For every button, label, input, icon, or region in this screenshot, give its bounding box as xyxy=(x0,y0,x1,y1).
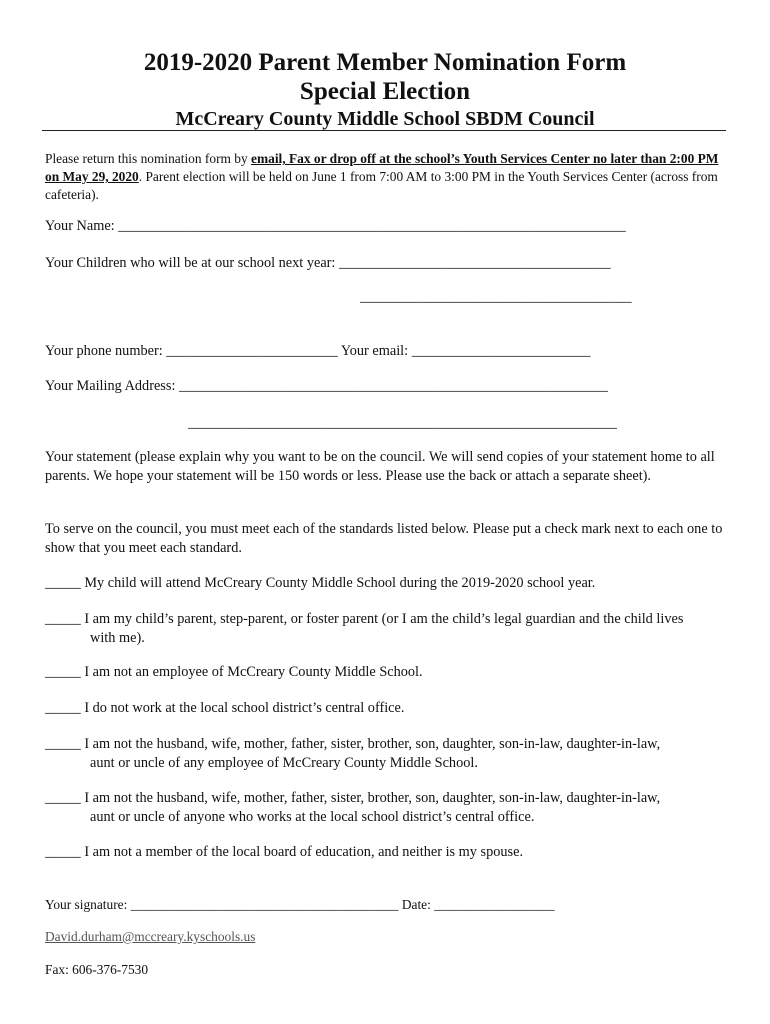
standard-text: _____ I am my child’s parent, step-parent, or foster parent (or I am the child’s legal guardian and the child lives xyxy=(45,611,684,627)
name-field[interactable]: Your Name: _______________________________________________________________________ xyxy=(45,218,626,234)
standard-item[interactable] xyxy=(45,699,735,718)
standard-text: _____ I am not an employee of McCreary County Middle School. xyxy=(45,664,423,680)
statement-instructions: Your statement (please explain why you want to be on the council. We will send copies of your statement home to all parents. We hope your statement will be 150 words or less. Please use the back or attach a separate sheet). xyxy=(45,449,715,484)
return-instructions xyxy=(45,150,735,204)
fax-number: Fax: 606-376-7530 xyxy=(45,962,149,977)
signature-date-field[interactable]: Your signature: ________________________________________ Date: __________________ xyxy=(45,897,555,912)
council-heading: McCreary County Middle School SBDM Council xyxy=(175,108,595,130)
phone-email-field[interactable]: Your phone number: ________________________ Your email: _________________________ xyxy=(45,343,591,359)
standard-item[interactable] xyxy=(45,610,735,647)
instructions-emphasis: email, Fax or drop off at the school’s Youth Services Center no later than 2:00 PM on May 29, 2020 xyxy=(45,151,719,184)
standard-item[interactable] xyxy=(45,663,735,682)
form-subtitle-special-election: Special Election xyxy=(299,78,471,105)
instructions-election-details: . Parent election will be held on June 1 from 7:00 AM to 3:00 PM in the Youth Services Center (across from cafeteria). xyxy=(45,169,718,202)
standard-text-continued: aunt or uncle of any employee of McCreary County Middle School. xyxy=(90,754,478,771)
children-field-extra-line[interactable]: ______________________________________ xyxy=(360,289,632,305)
standard-text: _____ I am not a member of the local board of education, and neither is my spouse. xyxy=(45,844,524,860)
standard-item[interactable] xyxy=(45,789,735,826)
children-field[interactable]: Your Children who will be at our school next year: ______________________________________ xyxy=(45,255,611,271)
mailing-address-field[interactable]: Your Mailing Address: ____________________________________________________________ xyxy=(45,378,608,394)
standard-item[interactable] xyxy=(45,735,735,772)
standard-item[interactable] xyxy=(45,843,735,862)
standard-text: _____ I do not work at the local school district’s central office. xyxy=(45,700,405,716)
standard-text: _____ I am not the husband, wife, mother, father, sister, brother, son, daughter, son-in-law, daughter-in-law, xyxy=(45,736,661,752)
contact-email-link[interactable]: David.durham@mccreary.kyschools.us xyxy=(45,929,256,944)
heading-divider xyxy=(42,130,726,131)
standard-item[interactable] xyxy=(45,574,735,593)
standard-text: _____ I am not the husband, wife, mother, father, sister, brother, son, daughter, son-in-law, daughter-in-law, xyxy=(45,790,661,806)
instructions-lead: Please return this nomination form by xyxy=(45,151,252,166)
mailing-address-extra-line[interactable]: ____________________________________________________________ xyxy=(188,415,617,431)
standard-text-continued: with me). xyxy=(90,629,145,646)
form-title: 2019-2020 Parent Member Nomination Form xyxy=(143,49,627,76)
standard-text: _____ My child will attend McCreary County Middle School during the 2019-2020 school year. xyxy=(45,575,596,591)
standard-text-continued: aunt or uncle of anyone who works at the local school district’s central office. xyxy=(90,808,535,825)
standards-intro: To serve on the council, you must meet each of the standards listed below. Please put a check mark next to each one to show that you meet each standard. xyxy=(45,521,723,556)
